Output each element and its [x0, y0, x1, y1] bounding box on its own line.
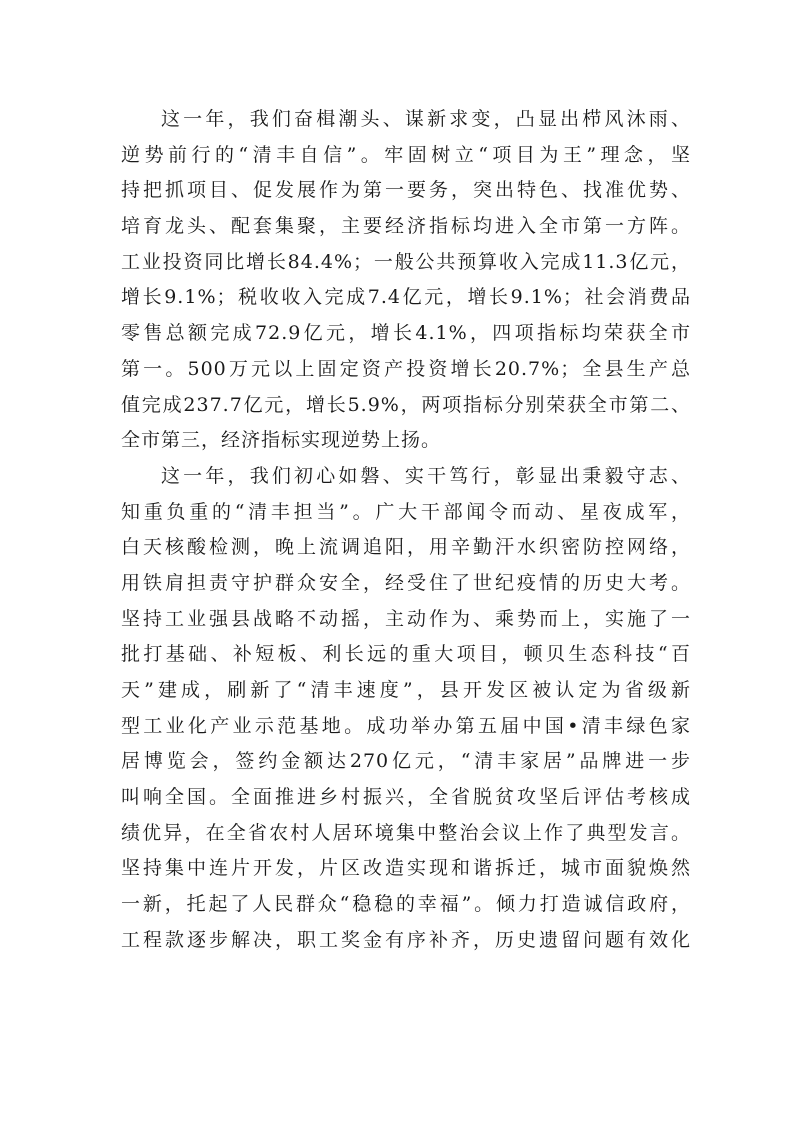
text-line: 工业投资同比增长84.4%；一般公共预算收入完成11.3亿元， — [121, 250, 691, 273]
text-line: 逆势前行的“清丰自信”。牢固树立“项目为王”理念，坚 — [121, 143, 691, 166]
body-text — [121, 102, 691, 959]
text-line: 值完成237.7亿元，增长5.9%，两项指标分别荣获全市第二、 — [121, 393, 691, 416]
text-line: 工程款逐步解决，职工奖金有序补齐，历史遗留问题有效化 — [121, 928, 691, 951]
text-line: 居博览会，签约金额达270亿元，“清丰家居”品牌进一步 — [121, 750, 691, 773]
text-line: 知重负重的“清丰担当”。广大干部闻令而动、星夜成军， — [121, 500, 691, 523]
text-line: 用铁肩担责守护群众安全，经受住了世纪疫情的历史大考。 — [121, 571, 691, 594]
text-line: 坚持集中连片开发，片区改造实现和谐拆迁，城市面貌焕然 — [121, 857, 691, 880]
text-line: 一新，托起了人民群众“稳稳的幸福”。倾力打造诚信政府， — [121, 893, 691, 916]
text-line: 批打基础、补短板、利长远的重大项目，顿贝生态科技“百 — [121, 643, 691, 666]
text-line: 绩优异，在全省农村人居环境集中整治会议上作了典型发言。 — [121, 821, 691, 844]
text-line: 零售总额完成72.9亿元，增长4.1%，四项指标均荣获全市 — [121, 322, 691, 345]
text-line: 坚持工业强县战略不动摇，主动作为、乘势而上，实施了一 — [121, 607, 691, 630]
text-line: 叫响全国。全面推进乡村振兴，全省脱贫攻坚后评估考核成 — [121, 786, 691, 809]
text-line: 型工业化产业示范基地。成功举办第五届中国•清丰绿色家 — [121, 714, 691, 737]
paragraph-confidence — [121, 102, 691, 459]
text-line: 培育龙头、配套集聚，主要经济指标均进入全市第一方阵。 — [121, 215, 691, 238]
text-line: 这一年，我们初心如磐、实干笃行，彰显出秉毅守志、 — [161, 464, 691, 487]
text-line: 全市第三，经济指标实现逆势上扬。 — [121, 429, 442, 452]
text-line: 天”建成，刷新了“清丰速度”，县开发区被认定为省级新 — [121, 679, 691, 701]
text-line: 增长9.1%；税收收入完成7.4亿元，增长9.1%；社会消费品 — [121, 286, 691, 309]
paragraph-responsibility — [121, 459, 691, 959]
text-line: 这一年，我们奋楫潮头、谋新求变，凸显出栉风沐雨、 — [161, 108, 691, 130]
text-line: 白天核酸检测，晚上流调追阳，用辛勤汗水织密防控网络， — [121, 536, 691, 559]
text-line: 持把抓项目、促发展作为第一要务，突出特色、找准优势、 — [121, 179, 691, 202]
text-line: 第一。500万元以上固定资产投资增长20.7%；全县生产总 — [121, 357, 691, 380]
